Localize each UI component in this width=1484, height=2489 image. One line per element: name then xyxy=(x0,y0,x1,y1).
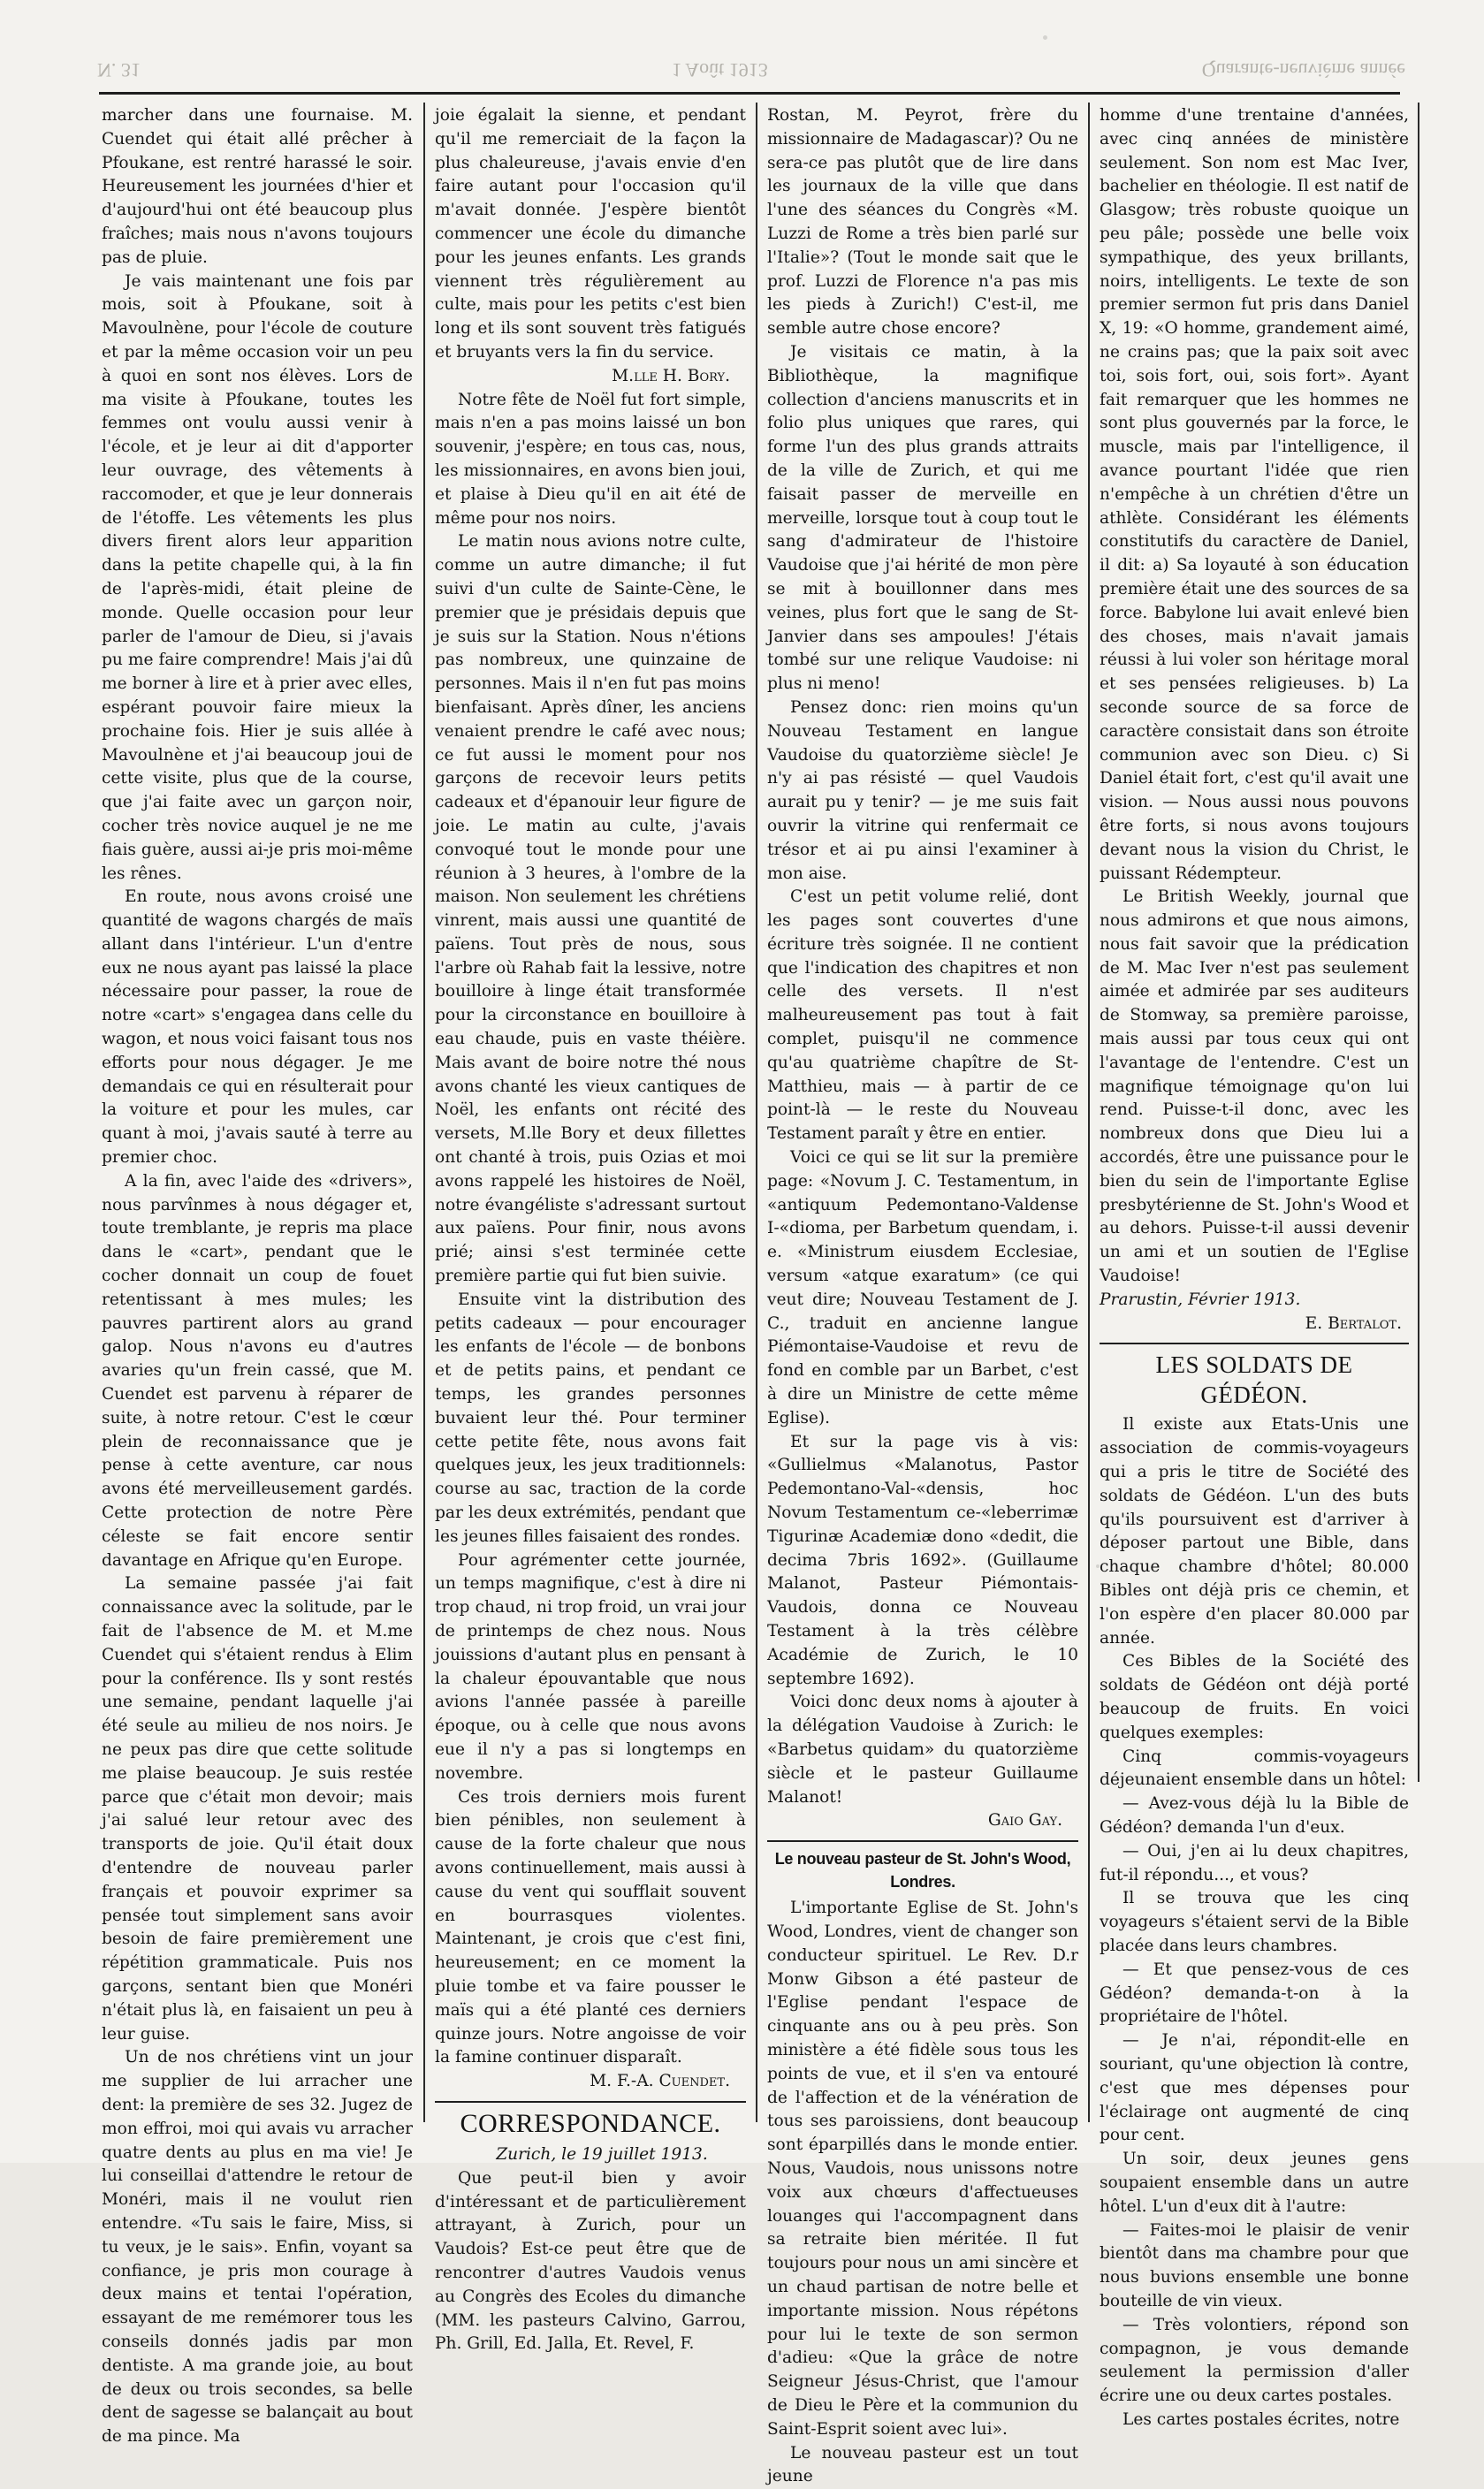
header-date-text: 1 Août 1913 xyxy=(672,58,768,81)
page-edge-rule xyxy=(1418,103,1419,1782)
paragraph: Et sur la page vis à vis: «Gullielmus «Malanotus, Pastor Pedemontano-Val-«densis, hoc Novum Testamentum ce-«leberrimæ Tigurinæ Academiæ dono «dedit, die decima 7bris 1692». (Guillaume Malanot, Pasteur Piémontais-Vaudois, donna ce Nouveau Testament à la très célèbre Académie de Zurich, le 10 septembre 1692). xyxy=(767,1431,1078,1692)
paragraph: Un soir, deux jeunes gens soupaient ensemble dans un autre hôtel. L'un d'eux dit à l'autre: xyxy=(1100,2148,1409,2219)
paragraph: Les cartes postales écrites, notre xyxy=(1100,2409,1409,2432)
paragraph: — Avez-vous déjà lu la Bible de Gédéon? demanda l'un d'eux. xyxy=(1100,1793,1409,1840)
signature: Gaio Gay. xyxy=(767,1809,1078,1833)
section-rule xyxy=(1100,1343,1409,1344)
paragraph: Cinq commis-voyageurs déjeunaient ensemble dans un hôtel: xyxy=(1100,1746,1409,1793)
paragraph: joie égalait la sienne, et pendant qu'il me remerciait de la façon la plus chaleureuse, j'avais envie d'en faire autant pour l'occasion qu'il m'avait donnée. J'espère bientôt commencer une école du dimanche pour les jeunes enfants. Les grands viennent très régulièrement au culte, mais pour les petits c'est bien long et ils sont souvent très fatigués et bruyants vers la fin du service. xyxy=(435,104,746,365)
column-1 xyxy=(102,104,413,2137)
section-rule xyxy=(435,2101,746,2103)
paragraph: Le British Weekly, journal que nous admirons et que nous aimons, nous fait savoir que la prédication de M. Mac Iver n'est pas seulement aimée et admirée par ses auditeurs de Stomway, sa première paroisse, mais aussi par tous ceux qui ont l'avantage de l'entendre. C'est un magnifique témoignage qu'on lui rend. Puisse-t-il donc, avec les nombreux dons que Dieu lui a accordés, être une puissance pour le bien du sein de l'importante Eglise presbytérienne de St. John's Wood et au dehors. Puisse-t-il aussi devenir un ami et un soutien de l'Eglise Vaudoise! xyxy=(1100,886,1409,1289)
paragraph: Le nouveau pasteur est un tout jeune xyxy=(767,2442,1078,2489)
paragraph: En route, nous avons croisé une quantité de wagons chargés de maïs allant dans l'intérieur. L'un d'entre eux ne nous ayant pas laissé la place nécessaire pour passer, la roue de notre «cart» s'engagea dans celle du wagon, et nous voici faisant tous nos efforts pour nous dégager. Je me demandais ce qui en résulterait pour la voiture et pour les mules, car quant à moi, j'avais sauté à terre au premier choc. xyxy=(102,886,413,1170)
paragraph: Ensuite vint la distribution des petits cadeaux — pour encourager les enfants de l'école — de bonbons et de petits pains, et pendant ce temps, les grandes personnes buvaient leur thé. Pour terminer cette petite fête, nous avons fait quelques jeux, les jeux traditionnels: course au sac, traction de la corde par les deux extrémités, pendant que les jeunes filles faisaient des rondes. xyxy=(435,1289,746,1549)
paragraph: C'est un petit volume relié, dont les pages sont couvertes d'une écriture très soignée. Il ne contient que l'indication des chapitres et non celle des versets. Il n'est malheureusement pas tout à fait complet, puisqu'il ne commence qu'au quatrième chapître de St-Matthieu, mais — à partir de ce point-là — le reste du Nouveau Testament paraît y être en entier. xyxy=(767,886,1078,1146)
signature: E. Bertalot. xyxy=(1100,1313,1409,1336)
column-divider xyxy=(1088,103,1090,2122)
header-right-text: N. 31 xyxy=(97,58,141,81)
paragraph: Je visitais ce matin, à la Bibliothèque, la magnifique collection d'anciens manuscrits et in folio plus uniques que rares, qui forme l'un des plus grands attraits de la ville de Zurich, et qui me faisait passer de merveille en merveille, lorsque tout à coup tout le sang d'admirateur de l'histoire Vaudoise que j'ai hérité de mon père se mit à bouillonner dans mes veines, plus fort que le sang de St-Janvier dans ses ampoules! J'étais tombé sur une relique Vaudoise: ni plus ni meno! xyxy=(767,341,1078,696)
paragraph: La semaine passée j'ai fait connaissance avec la solitude, par le fait de l'absence de M. et M.me Cuendet qui s'étaient rendus à Elim pour la conférence. Ils y sont restés une semaine, pendant laquelle j'ai été seule au milieu de nos noirs. Je ne peux pas dire que cette solitude me plaise beaucoup. Je suis restée parce que c'était mon devoir; mais j'ai salué leur retour avec des transports de joie. Qu'il était doux d'entendre de nouveau parler français et pouvoir exprimer sa pensée tout simplement sans avoir besoin de faire premièrement une répétition grammaticale. Puis nos garçons, sentant bien que Monéri n'était plus là, en faisaient un peu à leur guise. xyxy=(102,1572,413,2046)
paper-speck xyxy=(1096,1564,1100,1568)
place-date: Prarustin, Février 1913. xyxy=(1100,1289,1409,1313)
column-divider xyxy=(423,103,425,2122)
paper-speck xyxy=(1043,35,1047,40)
paragraph: Pour agrémenter cette journée, un temps magnifique, c'est à dire ni trop chaud, ni trop froid, un vrai jour de printemps de chez nous. Nous jouissions d'autant plus en pensant à la chaleur épouvantable que nous avions l'année passée à pareille époque, ou à celle que nous avons eue il n'y a pas si longtemps en novembre. xyxy=(435,1549,746,1786)
paragraph: Voici donc deux noms à ajouter à la délégation Vaudoise à Zurich: le «Barbetus quidam» du quatorzième siècle et le pasteur Guillaume Malanot! xyxy=(767,1691,1078,1809)
header-left-text: Quarante-neuvième année xyxy=(1202,58,1405,81)
paragraph: Ces trois derniers mois furent bien pénibles, non seulement à cause de la forte chaleur que nous avons continuellement, mais aussi à cause du vent qui soufflait souvent en bourrasques violentes. Maintenant, je crois que c'est fini, heureusement; en ce moment la pluie tombe et va faire pousser le maïs qui a été planté ces derniers quinze jours. Notre angoisse de voir la famine continuer disparaît. xyxy=(435,1786,746,2071)
paragraph: Je vais maintenant une fois par mois, soit à Pfoukane, soit à Mavoulnène, pour l'école de couture et par la même occasion voir un peu à quoi en sont nos élèves. Lors de ma visite à Pfoukane, toutes les femmes ont voulu aussi venir à l'école, et je leur ai dit d'apporter leur ouvrage, des vêtements à raccomoder, et que je leur donnerais de l'étoffe. Les vêtements les plus divers firent alors leur apparition dans la petite chapelle qui, à la fin de l'après-midi, était pleine de monde. Quelle occasion pour leur parler de l'amour de Dieu, si j'avais pu me faire comprendre! Mais j'ai dû me borner à lire et à prier avec elles, espérant pouvoir faire mieux la prochaine fois. Hier je suis allée à Mavoulnène et j'ai beaucoup joui de cette visite, plus que de la course, que j'ai faite avec un garçon noir, cocher très novice auquel je ne me fiais guère, aussi ai-je pris moi-même les rênes. xyxy=(102,270,413,887)
paragraph: Pensez donc: rien moins qu'un Nouveau Testament en langue Vaudoise du quatorzième siècle! Je n'y ai pas résisté — quel Vaudois aurait pu y tenir? — je me suis fait ouvrir la vitrine qui renfermait ce trésor et ai pu ainsi l'examiner à mon aise. xyxy=(767,696,1078,886)
paragraph: — Et que pensez-vous de ces Gédéon? demanda-t-on à la propriétaire de l'hôtel. xyxy=(1100,1959,1409,2029)
paragraph: — Très volontiers, répond son compagnon, je vous demande seulement la permission d'aller écrire une ou deux cartes postales. xyxy=(1100,2314,1409,2409)
column-divider xyxy=(756,103,757,2122)
top-rule xyxy=(99,92,1400,95)
signature: M.lle H. Bory. xyxy=(435,365,746,389)
signature: M. F.-A. Cuendet. xyxy=(435,2070,746,2094)
paragraph: Ces Bibles de la Société des soldats de Gédéon ont déjà porté beaucoup de fruits. En voici quelques exemples: xyxy=(1100,1650,1409,1745)
paragraph: marcher dans une fournaise. M. Cuendet qui était allé prêcher à Pfoukane, est rentré harassé le soir. Heureusement les journées d'hier et d'aujourd'hui ont été beaucoup plus fraîches; mais nous n'avons toujours pas de pluie. xyxy=(102,104,413,270)
paragraph: L'importante Eglise de St. John's Wood, Londres, vient de changer son conducteur spirituel. Le Rev. D.r Monw Gibson a été pasteur de l'Eglise pendant l'espace de cinquante ans ou à peu près. Son ministère a été fidèle sous tous les points de vue, et il s'en va entouré de l'affection et de la vénération de tous ses paroissiens, dont beaucoup sont éparpillés dans le monde entier. Nous, Vaudois, nous unissons notre voix aux chœurs d'affectueuses louanges qui l'accompagnent dans sa retraite bien méritée. Il fut toujours pour nous un ami sincère et un chaud partisan de notre belle et importante mission. Nous répétons pour lui le texte de son sermon d'adieu: «Que la grâce de notre Seigneur Jésus-Christ, que l'amour de Dieu le Père et la communion du Saint-Esprit soient avec lui». xyxy=(767,1897,1078,2441)
paragraph: — Oui, j'en ai lu deux chapitres, fut-il répondu..., et vous? xyxy=(1100,1840,1409,1888)
section-title-nouveau-pasteur: Le nouveau pasteur de St. John's Wood, Londres. xyxy=(767,1847,1078,1893)
dateline: Zurich, le 19 juillet 1913. xyxy=(435,2143,746,2167)
paragraph: — Faites-moi le plaisir de venir bientôt dans ma chambre pour que nous buvions ensemble une bonne bouteille de vin vieux. xyxy=(1100,2219,1409,2314)
paragraph: Il se trouva que les cinq voyageurs s'étaient servi de la Bible placée dans leurs chambres. xyxy=(1100,1887,1409,1958)
paragraph: A la fin, avec l'aide des «drivers», nous parvînmes à nous dégager et, toute tremblante, je repris ma place dans le «cart», pendant que le cocher donnait un coup de fouet retentissant à mes mules; les pauvres partirent alors au grand galop. Nous n'avons eu d'autres avaries qu'un frein cassé, que M. Cuendet est parvenu à réparer de suite, à notre retour. C'est le cœur plein de reconnaissance que je pense à cette aventure, car nous avons été merveilleusement gardés. Cette protection de notre Père céleste se fait encore sentir davantage en Afrique qu'en Europe. xyxy=(102,1170,413,1573)
column-2 xyxy=(435,104,746,2137)
section-title-correspondance: CORRESPONDANCE. xyxy=(435,2108,746,2140)
paragraph: homme d'une trentaine d'années, avec cinq années de ministère seulement. Son nom est Mac Iver, bachelier en théologie. Il est natif de Glasgow; très robuste quoique un peu pâle; possède une belle voix sympathique, des yeux brillants, noirs, intelligents. Le texte de son premier sermon fut pris dans Daniel X, 19: «O homme, grandement aimé, ne crains pas; que la paix soit avec toi, sois fort, oui, sois fort». Ayant fait remarquer que les hommes ne sont plus gouvernés par la force, le muscle, mais par l'intelligence, il avance pourtant l'idée que rien n'empêche à un chrétien d'être un athlète. Considérant les éléments constitutifs du caractère de Daniel, il dit: a) Sa loyauté à son éducation première était une des sources de sa force. Babylone lui avait enlevé bien des choses, mais n'avait jamais réussi à lui voler son héritage moral et ses pensées religieuses. b) La seconde source de sa force de caractère consistait dans son étroite communion avec son Dieu. c) Si Daniel était fort, c'est qu'il avait une vision. — Nous aussi nous pouvons être forts, si nous avons toujours devant nous la vision du Christ, le puissant Rédempteur. xyxy=(1100,104,1409,886)
paragraph: — Je n'ai, répondit-elle en souriant, qu'une objection là contre, c'est que mes dépenses pour l'éclairage ont augmenté de cinq pour cent. xyxy=(1100,2029,1409,2148)
section-rule xyxy=(767,1840,1078,1842)
column-4 xyxy=(1100,104,1409,2137)
paragraph: Il existe aux Etats-Unis une association de commis-voyageurs qui a pris le titre de Société des soldats de Gédéon. L'un des buts qu'ils poursuivent est d'arriver à déposer partout une Bible, dans chaque chambre d'hôtel; 80.000 Bibles ont déjà pris ce chemin, et l'on espère d'en placer 80.000 par année. xyxy=(1100,1413,1409,1650)
paragraph: Que peut-il bien y avoir d'intéressant et de particulièrement attrayant, à Zurich, pour un Vaudois? Est-ce peut être que de rencontrer d'autres Vaudois venus au Congrès des Ecoles du dimanche (MM. les pasteurs Calvino, Garrou, Ph. Grill, Ed. Jalla, Et. Revel, F. xyxy=(435,2167,746,2356)
mirrored-header-bleed xyxy=(97,53,1405,88)
column-3 xyxy=(767,104,1078,2137)
paragraph: Un de nos chrétiens vint un jour me supplier de lui arracher une dent: la première de ses 32. Jugez de mon effroi, moi qui avais vu arracher quatre dents au plus en ma vie! Je lui conseillai d'attendre le retour de Monéri, mais il ne voulut rien entendre. «Tu sais le faire, Miss, si tu veux, je le sais». Enfin, voyant sa confiance, je pris mon courage à deux mains et tentai l'opération, essayant de me remémorer tous les conseils donnés jadis par mon dentiste. A ma grande joie, au bout de deux ou trois secondes, sa belle dent de sagesse se balançait au bout de ma pince. Ma xyxy=(102,2046,413,2449)
section-title-soldats-gedeon: LES SOLDATS DE GÉDÉON. xyxy=(1100,1350,1409,1410)
paragraph: Le matin nous avions notre culte, comme un autre dimanche; il fut suivi d'un culte de Sainte-Cène, le premier que je présidais depuis que je suis sur la Station. Nous n'étions pas nombreux, une quinzaine de personnes. Mais il n'en fut pas moins bienfaisant. Après dîner, les anciens venaient prendre le café avec nous; ce fut aussi le moment pour nos garçons de recevoir leurs petits cadeaux et d'épanouir leur figure de joie. Le matin au culte, j'avais convoqué tout le monde pour une réunion à 3 heures, à l'ombre de la maison. Non seulement les chrétiens vinrent, mais aussi une quantité de païens. Tout près de nous, sous l'arbre où Rahab fait la lessive, notre bouilloire à linge était transformée pour la circonstance en bouilloire à eau chaude, puis en vaste théière. Mais avant de boire notre thé nous avons chanté les vieux cantiques de Noël, les enfants ont récité des versets, M.lle Bory et deux fillettes ont chanté à trois, puis Ozias et moi avons rappelé les histoires de Noël, notre évangéliste s'adressant surtout aux païens. Pour finir, nous avons prié; ainsi s'est terminée cette première partie qui fut bien suivie. xyxy=(435,530,746,1289)
paragraph: Rostan, M. Peyrot, frère du missionnaire de Madagascar)? Ou ne sera-ce pas plutôt que de lire dans les journaux de la ville que dans l'une des séances du Congrès «M. Luzzi de Rome a très bien parlé sur l'Italie»? (Tout le monde sait que le prof. Luzzi de Florence n'a pas mis les pieds à Zurich!) C'est-il, me semble autre chose encore? xyxy=(767,104,1078,341)
paragraph: Voici ce qui se lit sur la première page: «Novum J. C. Testamentum, in «antiquum Pedemontano-Valdense I-«dioma, per Barbetum quendam, i. e. «Ministrum eiusdem Ecclesiae, versum «atque exaratum» (ce qui veut dire; Nouveau Testament de J. C., traduit en ancienne langue Piémontaise-Vaudoise et revu de fond en comble par un Barbet, c'est à dire un Ministre de cette même Eglise). xyxy=(767,1146,1078,1431)
paragraph: Notre fête de Noël fut fort simple, mais n'en a pas moins laissé un bon souvenir, j'espère; en tous cas, nous, les missionnaires, en avons bien joui, et plaise à Dieu qu'il en ait été de même pour nos noirs. xyxy=(435,389,746,531)
